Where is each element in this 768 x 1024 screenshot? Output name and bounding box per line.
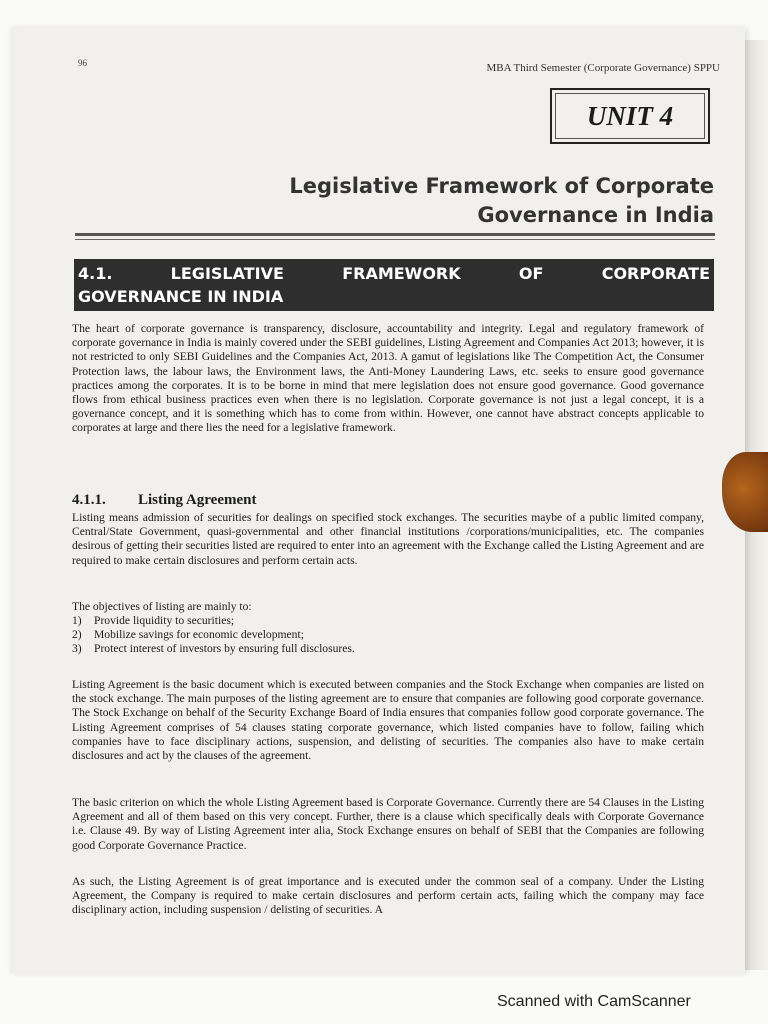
chapter-title xyxy=(154,172,714,230)
chapter-title-line2: Governance in India xyxy=(477,203,714,227)
subsection-number: 4.1.1. xyxy=(72,492,106,508)
intro-paragraph: The heart of corporate governance is transparency, disclosure, accountability and integrity. Legal and regulatory framework of corporate governance in India is mainly covered under the SEBI guidelines, Listing Agreement and Companies Act 2013; however, it is not restricted to only SEBI Guidelines and the Companies Act, 2013. A gamut of legislations like The Competition Act, the Consumer Protection laws, the labour laws, the Environment laws, the Anti-Money Laundering Laws, etc. seeks to ensure good governance practices among the corporates. It is to be borne in mind that mere legislation does not ensure good governance. Good governance flows from ethical business practices even when there is no legislation. Corporate governance is not just a legal concept, it is a governance concept, and it is something which has to come from within. However, one cannot have abstract concepts applicable to corporates at large and there lies the need for a legislative framework. xyxy=(72,322,704,435)
list-item: 2) Mobilize savings for economic development; xyxy=(72,628,304,641)
page-number: 96 xyxy=(78,58,87,68)
subsection-title: Listing Agreement xyxy=(138,492,257,508)
importance-paragraph: As such, the Listing Agreement is of great importance and is executed under the common seal of a company. Under the Listing Agreement, the Company is required to make certain disclosures and perform certain acts, failing which the company may face disciplinary action, including suspension / delisting of securities. A xyxy=(72,875,704,917)
basic-document-paragraph: Listing Agreement is the basic document which is executed between companies and the Stock Exchange when companies are listed on the stock exchange. The main purposes of the listing agreement are to ensure that companies are following good corporate governance. The Stock Exchange on behalf of the Security Exchange Board of India ensures that companies follow good corporate governance. The Listing Agreement comprises of 54 clauses stating corporate governance, which listed companies have to follow, failing which companies have to face disciplinary actions, suspension, and delisting of securities. The companies also have to make certain disclosures and act by the clauses of the agreement. xyxy=(72,678,704,763)
running-head: MBA Third Semester (Corporate Governance) SPPU xyxy=(486,62,720,74)
listing-paragraph: Listing means admission of securities for dealings on specified stock exchanges. The securities maybe of a public limited company, Central/State Government, quasi-governmental and other financial institutions /corporations/municipalities, etc. The companies desirous of getting their securities listed are required to enter into an agreement with the Exchange called the Listing Agreement and are required to make certain disclosures and perform certain acts. xyxy=(72,511,704,567)
chapter-title-line1: Legislative Framework of Corporate xyxy=(289,174,714,198)
title-rule-thin xyxy=(75,239,715,240)
unit-label: UNIT 4 xyxy=(586,100,674,131)
criterion-paragraph: The basic criterion on which the whole Listing Agreement based is Corporate Governance. Currently there are 54 Clauses in the Listing Agreement and all of them based on this very concept. Further, there is a clause which specifically deals with Corporate Governance i.e. Clause 49. By way of Listing Agreement inter alia, Stock Exchange ensures on behalf of SEBI that the Companies are following good Corporate Governance Practice. xyxy=(72,796,704,852)
title-rule-thick xyxy=(75,233,715,236)
section-heading-line2: GOVERNANCE IN INDIA xyxy=(78,287,284,306)
unit-label-box xyxy=(550,88,710,144)
list-item: 1) Provide liquidity to securities; xyxy=(72,614,235,627)
objectives-intro: The objectives of listing are mainly to: xyxy=(72,600,252,613)
objectives-block xyxy=(72,600,704,656)
section-heading xyxy=(74,259,714,311)
section-heading-line1: 4.1. LEGISLATIVE FRAMEWORK OF CORPORATE xyxy=(78,264,710,283)
subsection-heading xyxy=(72,492,256,509)
objectives-list xyxy=(72,614,704,656)
list-item: 3) Protect interest of investors by ensuring full disclosures. xyxy=(72,642,355,655)
scanner-watermark: Scanned with CamScanner xyxy=(497,993,691,1010)
